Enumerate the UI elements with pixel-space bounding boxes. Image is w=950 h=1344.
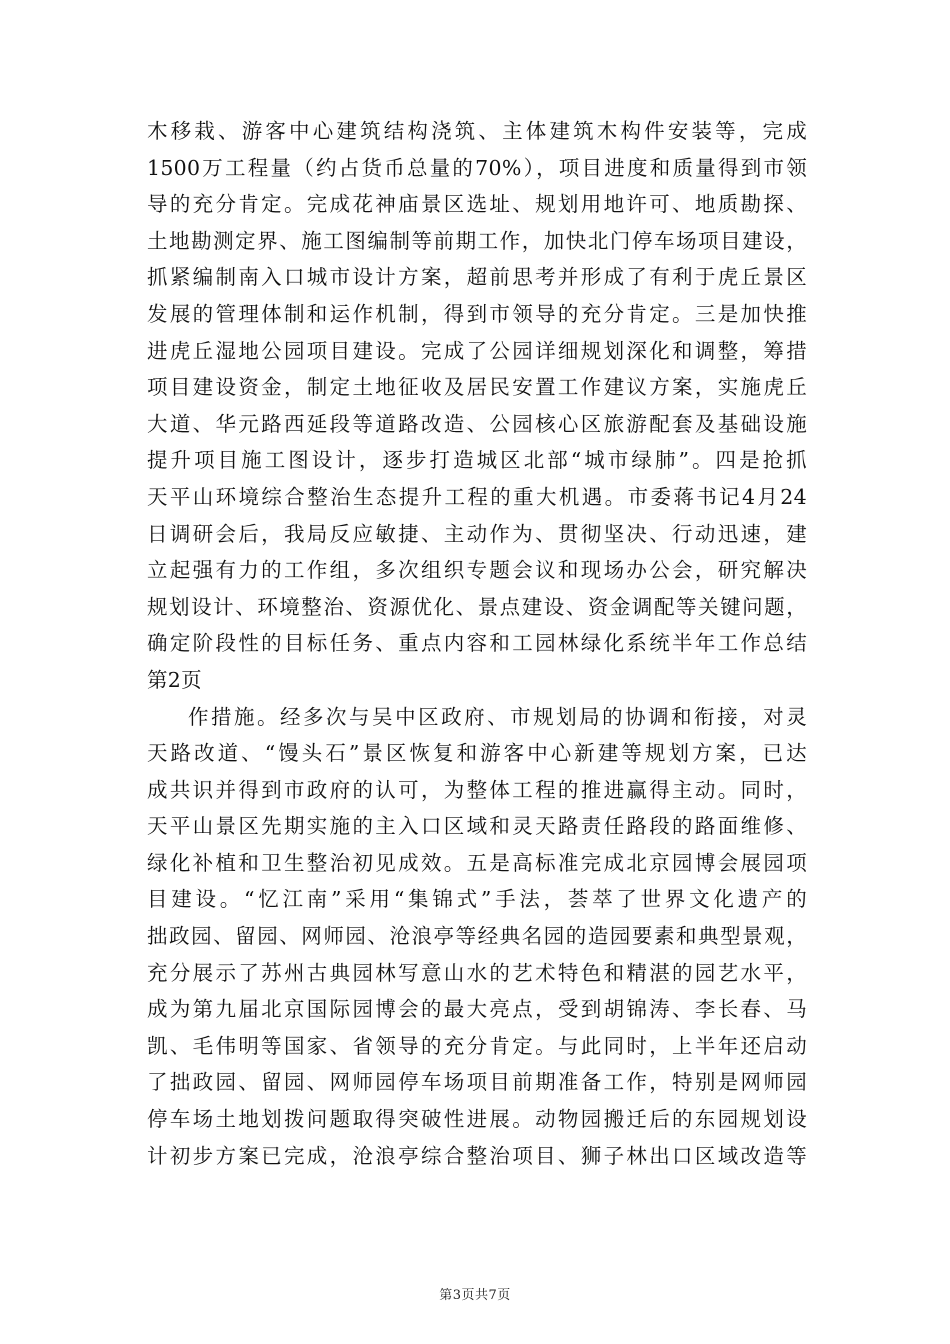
page-marker: 第2页 (147, 667, 202, 692)
text-line: 提升项目施工图设计，逐步打造城区北部“城市绿肺”。四是抢抓 (147, 448, 807, 473)
page-footer: 第3页共7页 (439, 1288, 511, 1303)
text-line: 进虎丘湿地公园项目建设。完成了公园详细规划深化和调整，筹措 (147, 338, 807, 363)
text-line: 规划设计、环境整治、资源优化、景点建设、资金调配等关键问题， (147, 594, 807, 619)
paragraph-first-line: 作措施。经多次与吴中区政府、市规划局的协调和衔接，对灵 (188, 704, 807, 729)
text-line: 导的充分肯定。完成花神庙景区选址、规划用地许可、地质勘探、 (147, 192, 807, 217)
text-line: 计初步方案已完成，沧浪亭综合整治项目、狮子林出口区域改造等 (147, 1143, 807, 1168)
text-line: 充分展示了苏州古典园林写意山水的艺术特色和精湛的园艺水平， (147, 960, 807, 985)
text-line: 天平山环境综合整治生态提升工程的重大机遇。市委蒋书记4月24 (147, 484, 807, 509)
text-line: 成为第九届北京国际园博会的最大亮点，受到胡锦涛、李长春、马 (147, 997, 807, 1022)
text-line: 日调研会后，我局反应敏捷、主动作为、贯彻坚决、行动迅速，建 (147, 521, 807, 546)
text-line: 土地勘测定界、施工图编制等前期工作，加快北门停车场项目建设， (147, 228, 807, 253)
text-line: 木移栽、游客中心建筑结构浇筑、主体建筑木构件安装等，完成 (147, 119, 807, 143)
text-line: 目建设。“忆江南”采用“集锦式”手法，荟萃了世界文化遗产的 (147, 887, 807, 912)
text-line: 1500万工程量（约占货币总量的70%），项目进度和质量得到市领 (147, 155, 807, 180)
body-text (147, 113, 807, 1174)
text-line: 了拙政园、留园、网师园停车场项目前期准备工作，特别是网师园 (147, 1070, 807, 1095)
text-line: 确定阶段性的目标任务、重点内容和工园林绿化系统半年工作总结 (147, 631, 807, 656)
text-line: 发展的管理体制和运作机制，得到市领导的充分肯定。三是加快推 (147, 301, 807, 326)
text-line: 天平山景区先期实施的主入口区域和灵天路责任路段的路面维修、 (147, 814, 807, 839)
text-line: 抓紧编制南入口城市设计方案，超前思考并形成了有利于虎丘景区 (147, 265, 807, 290)
text-line: 立起强有力的工作组，多次组织专题会议和现场办公会，研究解决 (147, 558, 807, 583)
text-line: 凯、毛伟明等国家、省领导的充分肯定。与此同时，上半年还启动 (147, 1033, 807, 1058)
text-line: 拙政园、留园、网师园、沧浪亭等经典名园的造园要素和典型景观， (147, 924, 807, 949)
text-line: 项目建设资金，制定土地征收及居民安置工作建议方案，实施虎丘 (147, 375, 807, 400)
text-line: 绿化补植和卫生整治初见成效。五是高标准完成北京园博会展园项 (147, 850, 807, 875)
text-line: 大道、华元路西延段等道路改造、公园核心区旅游配套及基础设施 (147, 411, 807, 436)
text-line: 成共识并得到市政府的认可，为整体工程的推进赢得主动。同时， (147, 777, 807, 802)
text-line: 停车场土地划拨问题取得突破性进展。动物园搬迁后的东园规划设 (147, 1107, 807, 1132)
text-line: 天路改道、“馒头石”景区恢复和游客中心新建等规划方案，已达 (147, 741, 807, 766)
